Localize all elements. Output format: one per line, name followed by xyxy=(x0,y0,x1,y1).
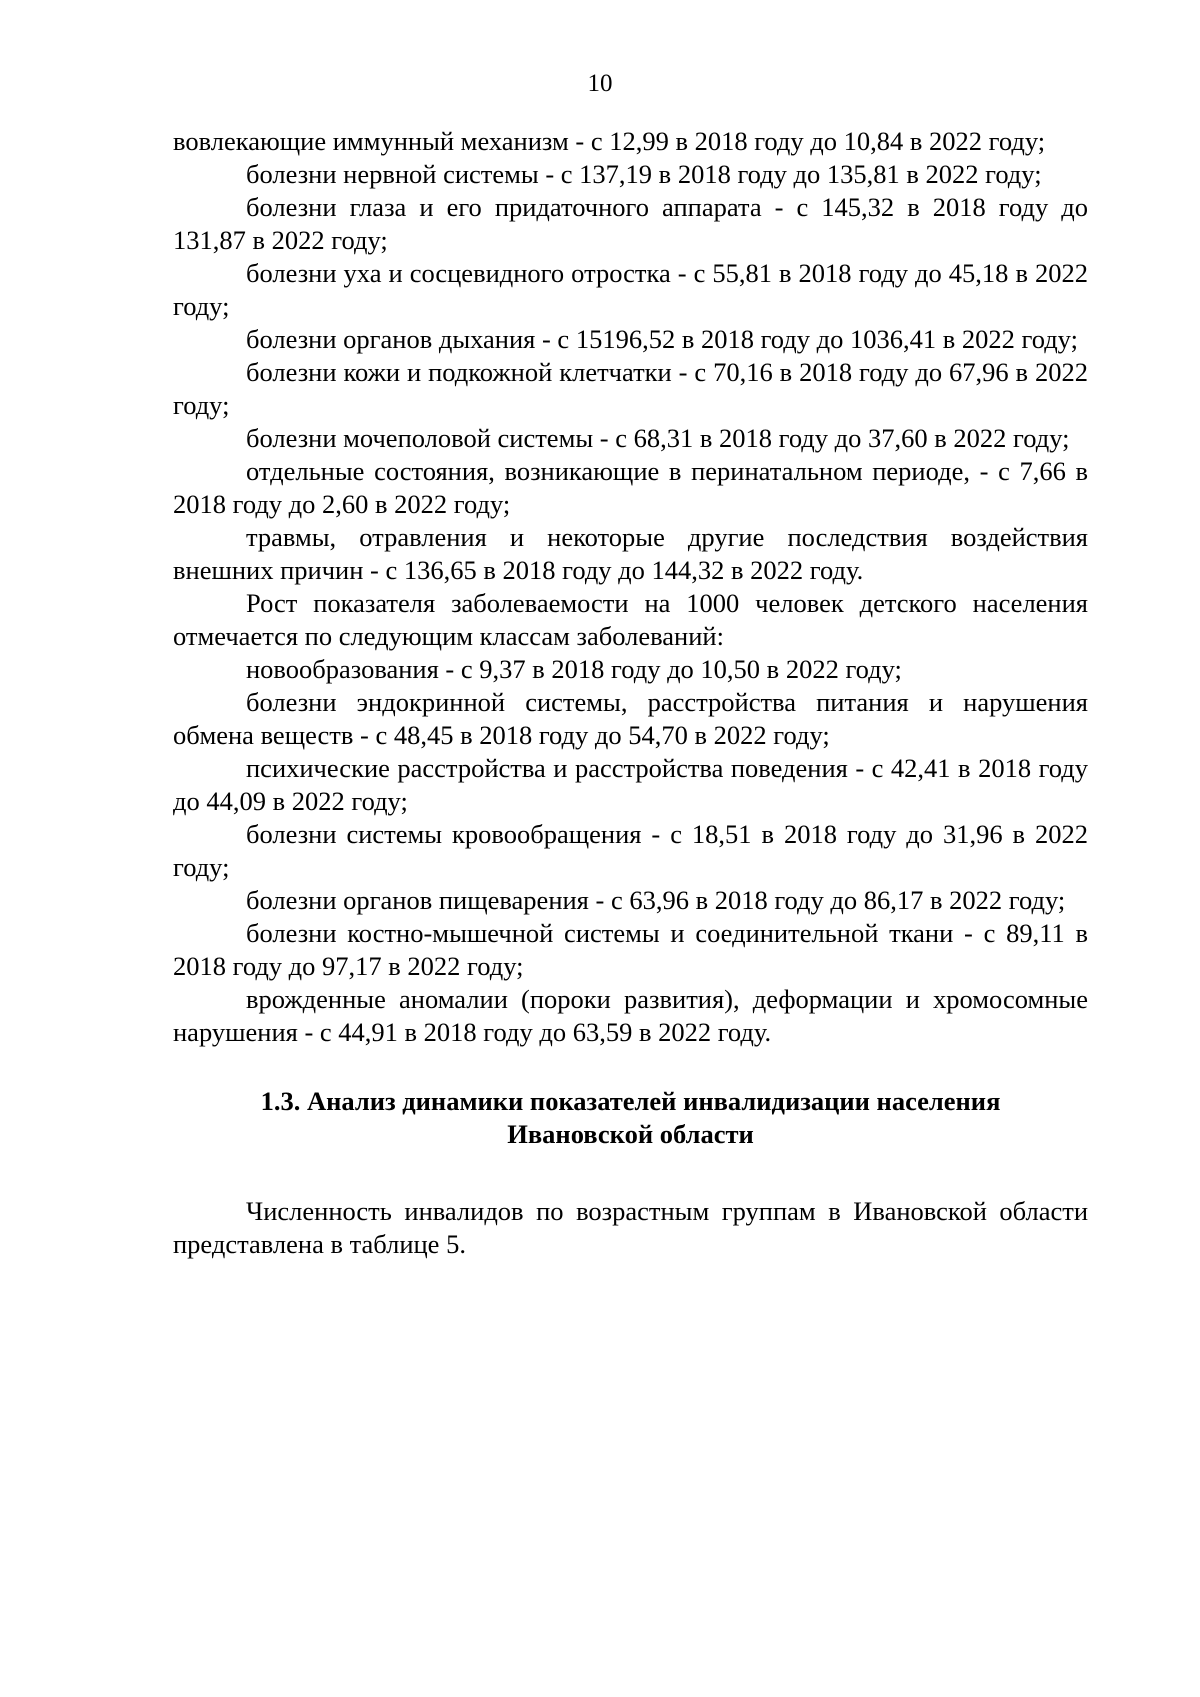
paragraph-immune: вовлекающие иммунный механизм - с 12,99 в 2018 году до 10,84 в 2022 году; xyxy=(173,126,1046,156)
paragraph-skin: болезни кожи и подкожной клетчатки - с 70,16 в 2018 году до 67,96 в 2022 году; xyxy=(173,357,1088,420)
paragraph-growth-intro: Рост показателя заболеваемости на 1000 человек детского населения отмечается по следующим классам заболеваний: xyxy=(173,588,1088,651)
paragraph-musculoskeletal: болезни костно-мышечной системы и соединительной ткани - с 89,11 в 2018 году до 97,17 в 2022 году; xyxy=(173,918,1088,981)
paragraph-circulatory: болезни системы кровообращения - с 18,51 в 2018 году до 31,96 в 2022 году; xyxy=(173,819,1088,882)
paragraph-endocrine: болезни эндокринной системы, расстройства питания и нарушения обмена веществ - с 48,45 в 2018 году до 54,70 в 2022 году; xyxy=(173,687,1088,750)
paragraph-digestive: болезни органов пищеварения - с 63,96 в 2018 году до 86,17 в 2022 году; xyxy=(246,885,1066,915)
section-heading xyxy=(173,1085,1088,1151)
section-heading-line-2: Ивановской области xyxy=(507,1119,754,1149)
paragraph-perinatal: отдельные состояния, возникающие в перинатальном периоде, - с 7,66 в 2018 году до 2,60 в 2022 году; xyxy=(173,456,1088,519)
paragraph-disabled-count: Численность инвалидов по возрастным группам в Ивановской области представлена в таблице 5. xyxy=(173,1196,1088,1259)
paragraph-nervous-system: болезни нервной системы - с 137,19 в 2018 году до 135,81 в 2022 году; xyxy=(246,159,1042,189)
paragraph-ear: болезни уха и сосцевидного отростка - с 55,81 в 2018 году до 45,18 в 2022 году; xyxy=(173,258,1088,321)
page-number: 10 xyxy=(587,70,613,97)
paragraph-respiratory: болезни органов дыхания - с 15196,52 в 2018 году до 1036,41 в 2022 году; xyxy=(246,324,1078,354)
paragraph-genitourinary: болезни мочеполовой системы - с 68,31 в 2018 году до 37,60 в 2022 году; xyxy=(246,423,1070,453)
paragraph-injuries: травмы, отравления и некоторые другие последствия воздействия внешних причин - с 136,65 в 2018 году до 144,32 в 2022 году. xyxy=(173,522,1088,585)
document-body xyxy=(173,125,1088,1261)
paragraph-mental: психические расстройства и расстройства поведения - с 42,41 в 2018 году до 44,09 в 2022 году; xyxy=(173,753,1088,816)
paragraph-congenital: врожденные аномалии (пороки развития), деформации и хромосомные нарушения - с 44,91 в 2018 году до 63,59 в 2022 году. xyxy=(173,984,1088,1047)
paragraph-eye: болезни глаза и его придаточного аппарата - с 145,32 в 2018 году до 131,87 в 2022 году; xyxy=(173,192,1088,255)
section-heading-line-1: 1.3. Анализ динамики показателей инвалидизации населения xyxy=(260,1086,1001,1116)
paragraph-neoplasms: новообразования - с 9,37 в 2018 году до 10,50 в 2022 году; xyxy=(246,654,902,684)
